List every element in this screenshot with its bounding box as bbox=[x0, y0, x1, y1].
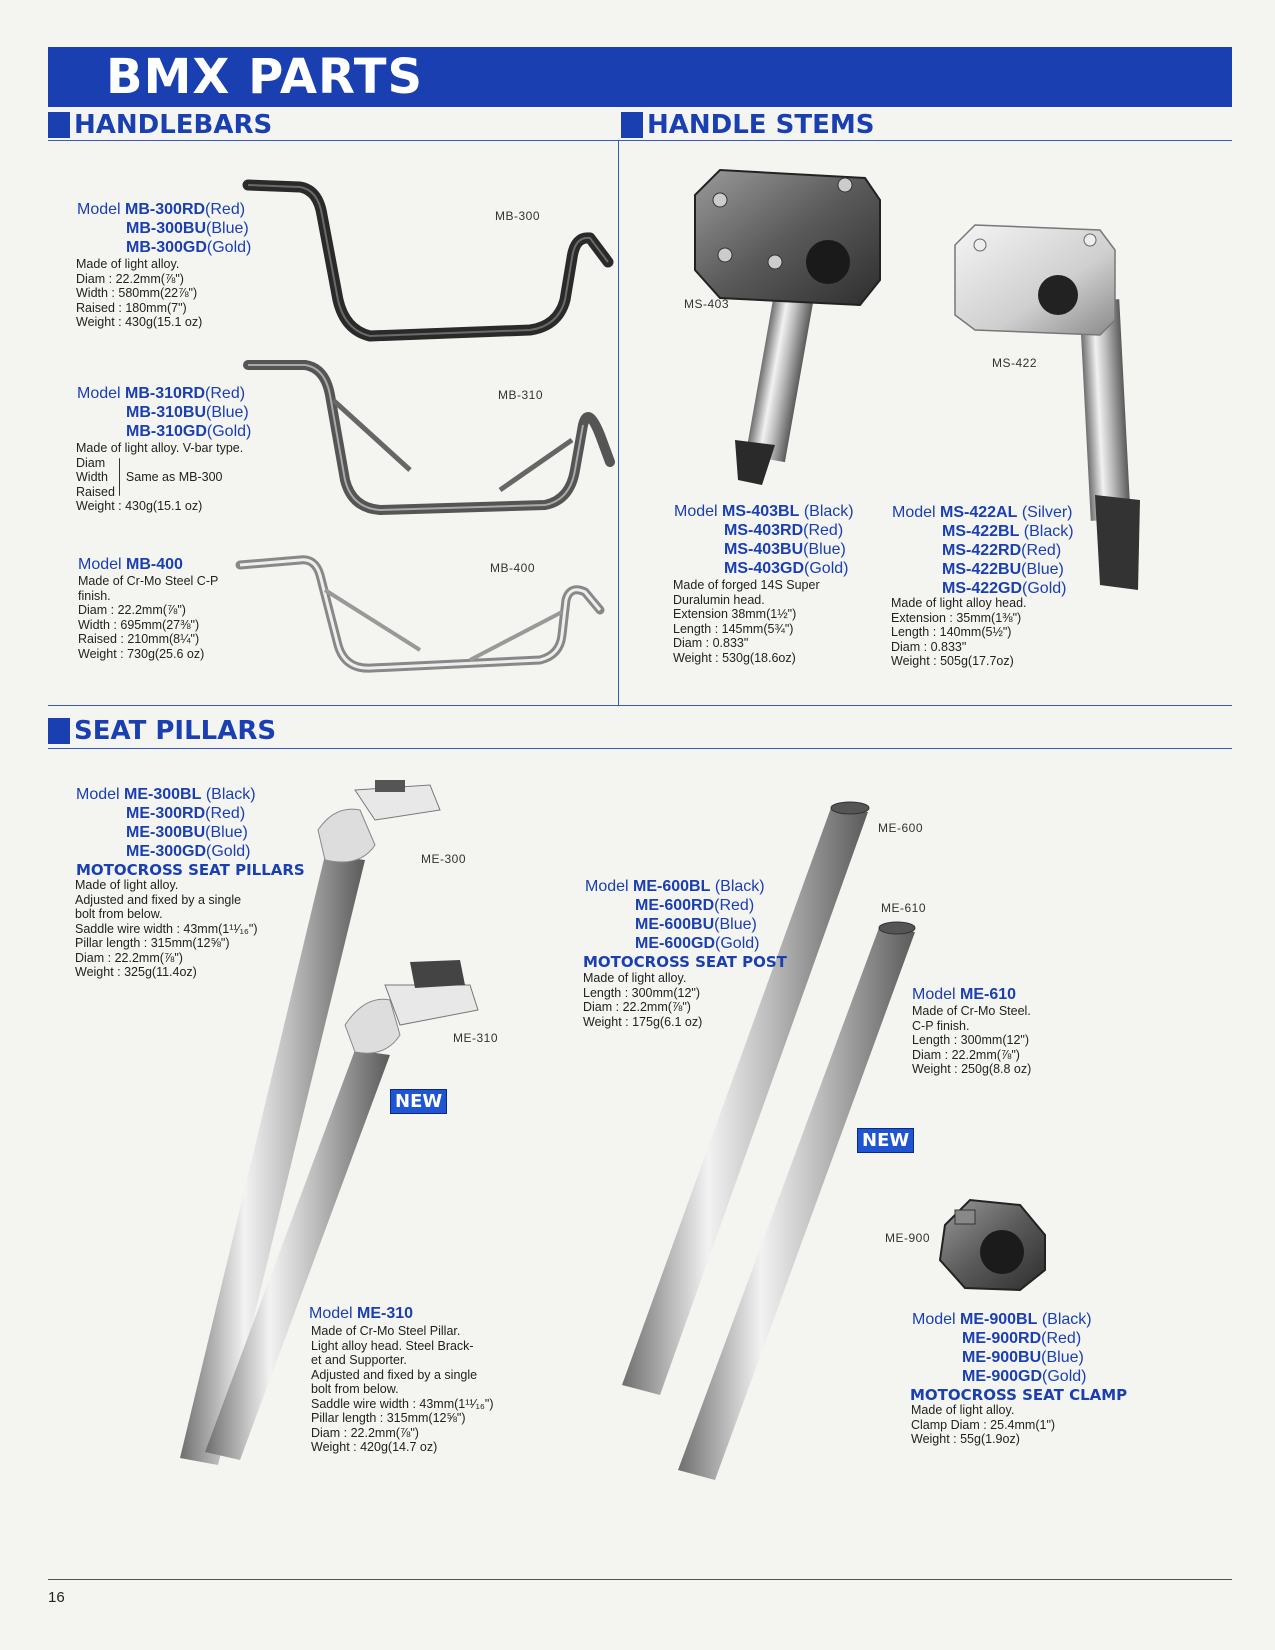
model-row bbox=[585, 896, 787, 915]
model-color: (Red) bbox=[1021, 542, 1062, 559]
bracket-group bbox=[76, 456, 243, 500]
spec-line: Diam : 22.2mm(⅞") bbox=[76, 271, 184, 286]
model-color: (Red) bbox=[205, 385, 246, 402]
me-600-specs bbox=[583, 971, 702, 1029]
mb-400-handlebar-image bbox=[240, 560, 600, 668]
model-code: MS-422AL bbox=[940, 504, 1018, 521]
spec-line: Saddle wire width : 43mm(1¹¹⁄₁₆") bbox=[75, 921, 258, 936]
image-label-ms-422: MS-422 bbox=[992, 356, 1038, 370]
spec-line: Width : 580mm(22⅞") bbox=[76, 286, 198, 300]
model-prefix: Model bbox=[309, 1305, 353, 1322]
image-label-me-900: ME-900 bbox=[885, 1231, 931, 1245]
spec-line: Duralumin head. bbox=[673, 592, 765, 607]
model-row bbox=[585, 877, 787, 896]
spec-line: Diam : 22.2mm(⅞") bbox=[78, 603, 186, 617]
ms-403-stem-image bbox=[695, 170, 880, 485]
new-badge: NEW bbox=[857, 1128, 914, 1153]
me-300-specs bbox=[75, 878, 258, 980]
spec-line: Made of light alloy. bbox=[75, 878, 179, 892]
mb-310-specs bbox=[76, 441, 243, 514]
spec-line: Light alloy head. Steel Brack- bbox=[311, 1338, 474, 1353]
model-code: MS-422RD bbox=[942, 542, 1022, 559]
spec-line: finish. bbox=[78, 588, 111, 603]
spec-line: Pillar length : 315mm(12⅝") bbox=[75, 936, 230, 950]
model-code: MS-403BU bbox=[724, 541, 804, 558]
product-subhead: MOTOCROSS SEAT CLAMP bbox=[910, 1386, 1128, 1404]
model-color: (Red) bbox=[1041, 1330, 1082, 1347]
image-label-me-300: ME-300 bbox=[421, 852, 467, 866]
model-color: (Blue) bbox=[206, 220, 249, 237]
ms-422-model-list bbox=[892, 503, 1074, 598]
model-row bbox=[77, 422, 251, 441]
model-row bbox=[912, 1367, 1127, 1386]
model-row bbox=[77, 219, 251, 238]
spec-line: bolt from below. bbox=[75, 907, 163, 921]
spec-line: Diam : 22.2mm(⅞") bbox=[75, 950, 183, 965]
me-310-model-list bbox=[309, 1304, 413, 1323]
model-code: ME-300BL bbox=[124, 786, 202, 803]
me-600-model-list bbox=[585, 877, 787, 972]
spec-line: Saddle wire width : 43mm(1¹¹⁄₁₆") bbox=[311, 1396, 494, 1411]
model-row bbox=[309, 1304, 413, 1323]
model-row bbox=[78, 555, 183, 574]
spec-line: Made of Cr-Mo Steel C-P bbox=[78, 574, 219, 588]
model-color: (Blue) bbox=[205, 824, 248, 841]
spec-line: Length : 145mm(5¾") bbox=[673, 621, 794, 636]
brace-mark bbox=[119, 458, 120, 496]
me-300-model-list bbox=[76, 785, 305, 880]
model-code: ME-310 bbox=[357, 1305, 414, 1322]
model-code: ME-600BL bbox=[633, 878, 711, 895]
image-label-me-310: ME-310 bbox=[453, 1031, 499, 1045]
new-badge: NEW bbox=[390, 1089, 447, 1114]
model-color: (Black) bbox=[799, 503, 854, 520]
spec-line: Weight : 325g(11.4oz) bbox=[75, 965, 197, 979]
spec-line: Weight : 430g(15.1 oz) bbox=[76, 315, 203, 329]
model-row bbox=[674, 559, 854, 578]
ms-422-specs bbox=[891, 596, 1027, 669]
section-title: HANDLEBARS bbox=[74, 110, 273, 140]
model-prefix: Model bbox=[912, 986, 956, 1003]
model-color: (Gold) bbox=[804, 560, 849, 577]
mb-300-handlebar-image bbox=[248, 185, 608, 336]
spec-line: bolt from below. bbox=[311, 1382, 399, 1396]
model-color: (Gold) bbox=[1042, 1368, 1087, 1385]
model-code: MB-300BU bbox=[126, 220, 207, 237]
spec-line: Made of light alloy head. bbox=[891, 596, 1027, 610]
model-row bbox=[77, 384, 251, 403]
model-row bbox=[912, 1348, 1127, 1367]
model-color: (Blue) bbox=[714, 916, 757, 933]
spec-line: Pillar length : 315mm(12⅝") bbox=[311, 1411, 466, 1425]
model-row bbox=[77, 238, 251, 257]
model-code: MB-310RD bbox=[125, 385, 206, 402]
spec-line: Raised bbox=[76, 484, 115, 499]
spec-line: Made of forged 14S Super bbox=[673, 578, 820, 592]
model-code: MS-403RD bbox=[724, 522, 804, 539]
model-row bbox=[674, 521, 854, 540]
spec-line: Made of Cr-Mo Steel Pillar. bbox=[311, 1324, 461, 1338]
spec-line: Diam : 22.2mm(⅞") bbox=[583, 1000, 691, 1014]
model-code: ME-900RD bbox=[962, 1330, 1042, 1347]
model-code: ME-600RD bbox=[635, 897, 715, 914]
page-title: BMX PARTS bbox=[106, 49, 424, 105]
model-code: MB-300RD bbox=[125, 201, 206, 218]
model-color: (Red) bbox=[803, 522, 844, 539]
spec-line: et and Supporter. bbox=[311, 1353, 407, 1367]
spec-line: Weight : 505g(17.7oz) bbox=[891, 654, 1014, 668]
model-color: (Blue) bbox=[1021, 561, 1064, 578]
spec-line: Extension 38mm(1½") bbox=[673, 607, 797, 621]
spec-line: Diam bbox=[76, 455, 106, 470]
mb-310-model-list bbox=[77, 384, 251, 441]
model-row bbox=[77, 403, 251, 422]
model-row bbox=[76, 842, 305, 861]
me-900-seat-clamp-image bbox=[940, 1200, 1045, 1290]
product-subhead: MOTOCROSS SEAT PILLARS bbox=[76, 861, 305, 879]
model-code: MB-310GD bbox=[126, 423, 207, 440]
bracket-items bbox=[76, 456, 115, 500]
spec-line: Raised : 180mm(7") bbox=[76, 300, 187, 315]
section-title: SEAT PILLARS bbox=[74, 716, 277, 746]
model-code: ME-900GD bbox=[962, 1368, 1043, 1385]
spec-line: Clamp Diam : 25.4mm(1") bbox=[911, 1417, 1056, 1432]
spec-line: Made of light alloy. bbox=[76, 257, 180, 271]
model-code: MS-422BL bbox=[942, 523, 1020, 540]
spec-line: Adjusted and fixed by a single bbox=[311, 1367, 478, 1382]
ms-403-model-list bbox=[674, 502, 854, 578]
spec-line: Width bbox=[76, 470, 108, 484]
mb-300-model-list bbox=[77, 200, 251, 257]
model-row bbox=[892, 522, 1074, 541]
model-row bbox=[76, 823, 305, 842]
spec-line: Length : 140mm(5½") bbox=[891, 625, 1012, 639]
page-number: 16 bbox=[48, 1589, 65, 1606]
mb-400-specs bbox=[78, 574, 218, 661]
model-color: (Silver) bbox=[1017, 504, 1073, 521]
image-label-me-610: ME-610 bbox=[881, 901, 927, 915]
me-900-specs bbox=[911, 1403, 1055, 1447]
model-row bbox=[76, 785, 305, 804]
mb-400-model-list bbox=[78, 555, 183, 574]
section-title: HANDLE STEMS bbox=[647, 110, 875, 140]
model-code: MS-403BL bbox=[722, 503, 800, 520]
model-code: MB-310BU bbox=[126, 404, 207, 421]
model-prefix: Model bbox=[76, 786, 120, 803]
me-310-specs bbox=[311, 1324, 494, 1455]
model-row bbox=[77, 200, 251, 219]
model-code: ME-900BL bbox=[960, 1311, 1038, 1328]
model-row bbox=[585, 934, 787, 953]
model-code: ME-300GD bbox=[126, 843, 207, 860]
spec-line: Length : 300mm(12") bbox=[583, 985, 700, 1000]
spec-line: Diam : 0.833" bbox=[891, 639, 967, 654]
spec-line: Made of Cr-Mo Steel. bbox=[912, 1004, 1031, 1018]
spec-line: Made of light alloy. bbox=[583, 971, 687, 985]
model-code: ME-300BU bbox=[126, 824, 206, 841]
me-610-specs bbox=[912, 1004, 1031, 1077]
model-code: ME-900BU bbox=[962, 1349, 1042, 1366]
ms-403-specs bbox=[673, 578, 820, 665]
spec-line: Made of light alloy. V-bar type. bbox=[76, 441, 244, 455]
spec-line: Diam : 22.2mm(⅞") bbox=[912, 1047, 1020, 1062]
model-color: (Red) bbox=[205, 201, 246, 218]
model-code: MB-300GD bbox=[126, 239, 207, 256]
me-610-model-list bbox=[912, 985, 1016, 1004]
model-prefix: Model bbox=[77, 201, 121, 218]
model-color: (Black) bbox=[1019, 523, 1074, 540]
model-color: (Black) bbox=[710, 878, 765, 895]
model-code: ME-600BU bbox=[635, 916, 715, 933]
model-color: (Red) bbox=[714, 897, 755, 914]
spec-line: Weight : 250g(8.8 oz) bbox=[912, 1062, 1032, 1076]
model-prefix: Model bbox=[585, 878, 629, 895]
image-label-me-600: ME-600 bbox=[878, 821, 924, 835]
spec-line: Made of light alloy. bbox=[911, 1403, 1015, 1417]
spec-line: Weight : 430g(15.1 oz) bbox=[76, 499, 203, 513]
mb-300-specs bbox=[76, 257, 202, 330]
model-row bbox=[912, 985, 1016, 1004]
model-code: ME-600GD bbox=[635, 935, 716, 952]
model-code: MS-422GD bbox=[942, 580, 1023, 597]
spec-line: Width : 695mm(27⅜") bbox=[78, 617, 200, 632]
spec-line: Weight : 420g(14.7 oz) bbox=[311, 1440, 438, 1454]
spec-line: Length : 300mm(12") bbox=[912, 1033, 1029, 1047]
spec-line: Weight : 530g(18.6oz) bbox=[673, 650, 796, 665]
bracket-note: Same as MB-300 bbox=[125, 470, 223, 484]
model-prefix: Model bbox=[77, 385, 121, 402]
model-code: MS-403GD bbox=[724, 560, 805, 577]
model-code: ME-610 bbox=[960, 986, 1017, 1003]
model-color: (Blue) bbox=[206, 404, 249, 421]
model-row bbox=[892, 503, 1074, 522]
model-prefix: Model bbox=[912, 1311, 956, 1328]
spec-line: Extension : 35mm(1⅜") bbox=[891, 610, 1022, 625]
model-color: (Gold) bbox=[206, 423, 252, 440]
model-code: ME-300RD bbox=[126, 805, 206, 822]
model-row bbox=[585, 915, 787, 934]
model-row bbox=[892, 560, 1074, 579]
image-label-mb-300: MB-300 bbox=[495, 209, 541, 223]
model-color: (Black) bbox=[201, 786, 256, 803]
model-color: (Blue) bbox=[1041, 1349, 1084, 1366]
spec-line: Adjusted and fixed by a single bbox=[75, 892, 242, 907]
model-row bbox=[912, 1329, 1127, 1348]
model-color: (Red) bbox=[205, 805, 246, 822]
model-color: (Gold) bbox=[1022, 580, 1067, 597]
product-subhead: MOTOCROSS SEAT POST bbox=[583, 953, 787, 971]
me-900-model-list bbox=[912, 1310, 1127, 1405]
model-row bbox=[674, 502, 854, 521]
model-color: (Gold) bbox=[206, 843, 251, 860]
model-prefix: Model bbox=[78, 556, 122, 573]
spec-line: Weight : 55g(1.9oz) bbox=[911, 1432, 1020, 1446]
model-color: (Gold) bbox=[206, 239, 252, 256]
image-label-mb-310: MB-310 bbox=[498, 388, 544, 402]
model-row bbox=[912, 1310, 1127, 1329]
model-prefix: Model bbox=[892, 504, 936, 521]
image-label-ms-403: MS-403 bbox=[684, 297, 730, 311]
model-color: (Blue) bbox=[803, 541, 846, 558]
spec-line: Diam : 0.833" bbox=[673, 636, 749, 650]
model-row bbox=[674, 540, 854, 559]
spec-line: Diam : 22.2mm(⅞") bbox=[311, 1425, 419, 1440]
spec-line: Raised : 210mm(8¼") bbox=[78, 632, 200, 646]
spec-line: Weight : 730g(25.6 oz) bbox=[78, 646, 205, 661]
model-prefix: Model bbox=[674, 503, 718, 520]
image-label-mb-400: MB-400 bbox=[490, 561, 536, 575]
model-row bbox=[892, 541, 1074, 560]
model-code: MB-400 bbox=[126, 556, 183, 573]
model-code: MS-422BU bbox=[942, 561, 1022, 578]
model-color: (Black) bbox=[1037, 1311, 1092, 1328]
mb-310-handlebar-image bbox=[248, 365, 610, 510]
model-row bbox=[76, 804, 305, 823]
spec-line: C-P finish. bbox=[912, 1018, 970, 1033]
spec-line: Weight : 175g(6.1 oz) bbox=[583, 1014, 703, 1029]
model-color: (Gold) bbox=[715, 935, 760, 952]
